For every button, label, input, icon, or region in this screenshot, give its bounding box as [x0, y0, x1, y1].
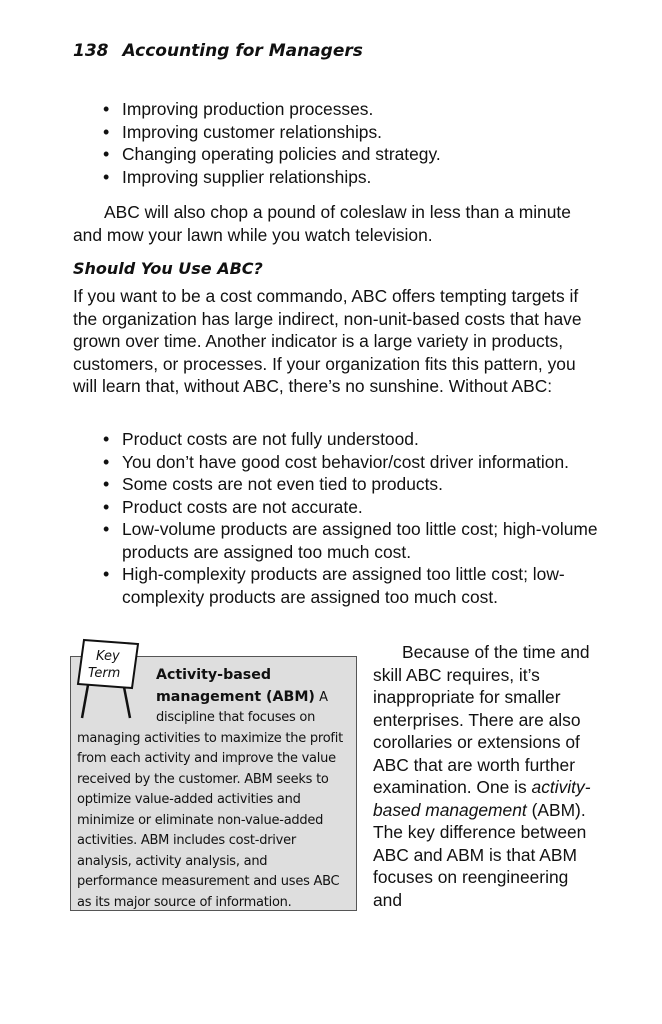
sign-text-term: Term	[88, 666, 121, 681]
list-item: • Changing operating policies and strategy.	[101, 143, 601, 166]
list-item: • Low-volume products are assigned too little cost; high-volume products are assigned too much cost.	[101, 518, 601, 563]
right-column-paragraph	[373, 641, 593, 911]
list-item: • Improving supplier relationships.	[101, 166, 601, 189]
list-item: • Some costs are not even tied to products.	[101, 473, 601, 496]
book-title: Accounting for Managers	[122, 41, 363, 61]
section-heading: Should You Use ABC?	[73, 259, 263, 278]
list-item: • Product costs are not fully understood.	[101, 428, 601, 451]
right-column-italic-term: activity-based management	[373, 777, 591, 820]
key-term-sidebar	[70, 649, 357, 911]
list-item: • Improving customer relationships.	[101, 121, 601, 144]
list-item: • Product costs are not accurate.	[101, 496, 601, 519]
list-item: • You don’t have good cost behavior/cost driver information.	[101, 451, 601, 474]
bullet-list-top	[101, 98, 601, 188]
list-item: • High-complexity products are assigned too little cost; low-complexity products are assigned too much cost.	[101, 563, 601, 608]
page-number: 138	[73, 41, 109, 61]
bullet-list-without-abc	[101, 428, 601, 608]
key-term-name: Activity-based management (ABM)	[156, 667, 315, 705]
right-column-text-1: Because of the time and skill ABC requires, it’s inappropriate for smaller enterprises. There are also corollaries or extensions of ABC that are worth further examination. One is	[373, 642, 590, 797]
list-item: • Improving production processes.	[101, 98, 601, 121]
running-header	[73, 41, 363, 61]
sign-text-key: Key	[96, 649, 120, 664]
paragraph-coleslaw: ABC will also chop a pound of coleslaw in less than a minute and mow your lawn while you watch television.	[73, 202, 571, 245]
paragraph-cost-commando: If you want to be a cost commando, ABC offers tempting targets if the organization has large indirect, non-unit-based costs that have grown over time. Another indicator is a large variety in products, customers, or processes. If your organization fits this pattern, you will learn that, without ABC, there’s no sunshine. Without ABC:	[73, 286, 582, 396]
key-term-definition: A discipline that focuses on managing activities to maximize the profit from each activity and improve the value received by the customer. ABM seeks to optimize value-added activities and minimize or eliminate non-value-added activities. ABM includes cost-driver analysis, activity analysis, and performance measurement and uses ABC as its major source of information.	[77, 689, 343, 910]
right-column-text-2: (ABM). The key difference between ABC and ABM is that ABM focuses on reengineering and	[373, 799, 587, 910]
